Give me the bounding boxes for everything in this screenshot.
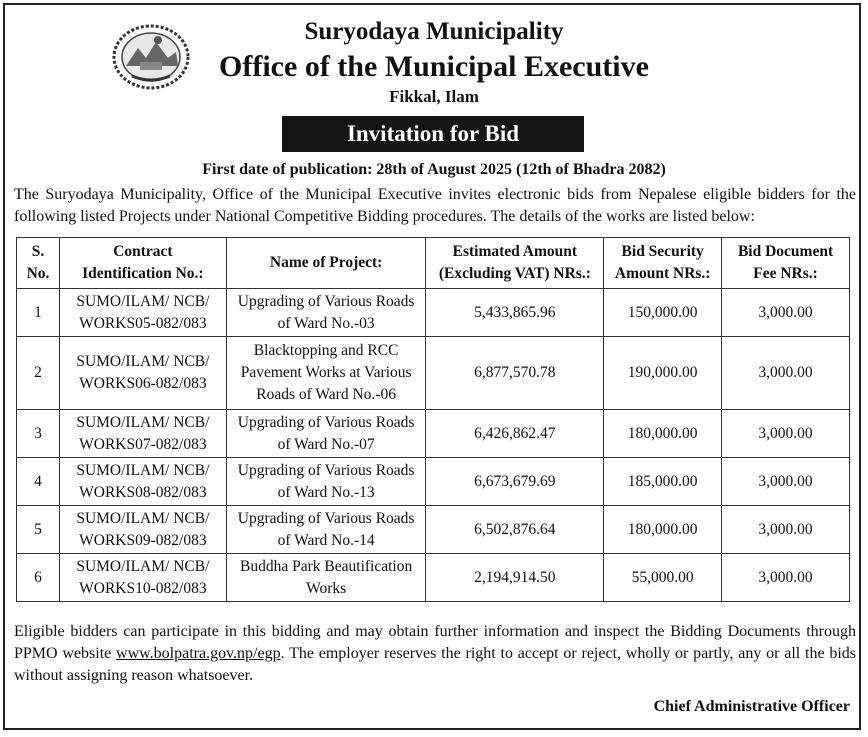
table-row: [17, 337, 850, 410]
row-sn: 2: [17, 337, 60, 410]
row-fee: 3,000.00: [722, 458, 850, 506]
row-contract-id: SUMO/ILAM/ NCB/ WORKS09-082/083: [59, 506, 226, 554]
row-fee: 3,000.00: [722, 506, 850, 554]
header-fee: Bid Document Fee NRs.:: [722, 238, 850, 289]
municipality-name: Suryodaya Municipality: [304, 18, 564, 45]
table-row: [17, 289, 850, 337]
office-name: Office of the Municipal Executive: [219, 50, 649, 83]
table-header-row: [17, 238, 850, 289]
row-sn: 1: [17, 289, 60, 337]
row-project: Blacktopping and RCC Pavement Works at Various Roads of Ward No.-06: [226, 337, 426, 410]
row-fee: 3,000.00: [722, 554, 850, 602]
row-contract-id: SUMO/ILAM/ NCB/ WORKS10-082/083: [59, 554, 226, 602]
bolpatra-link[interactable]: www.bolpatra.gov.np/egp: [116, 645, 281, 662]
row-sn: 3: [17, 410, 60, 458]
publication-date: First date of publication: 28th of August 2025 (12th of Bhadra 2082): [202, 161, 666, 178]
row-fee: 3,000.00: [722, 289, 850, 337]
header-sn: S. No.: [17, 238, 60, 289]
header-amount: Estimated Amount (Excluding VAT) NRs.:: [426, 238, 604, 289]
table-row: [17, 506, 850, 554]
row-amount: 2,194,914.50: [426, 554, 604, 602]
row-project: Upgrading of Various Roads of Ward No.-14: [226, 506, 426, 554]
footer-paragraph: Eligible bidders can participate in this bidding and may obtain further information and inspect the Bidding Documents through PPMO website www.bolpatra.gov.np/egp. The employer reserves the right to accept or reject, wholly or partly, any or all the bids without assigning reason whatsoever.: [14, 623, 857, 684]
row-security: 185,000.00: [604, 458, 722, 506]
row-amount: 5,433,865.96: [426, 289, 604, 337]
row-security: 180,000.00: [604, 410, 722, 458]
office-location: Fikkal, Ilam: [389, 87, 479, 106]
row-contract-id: SUMO/ILAM/ NCB/ WORKS05-082/083: [59, 289, 226, 337]
row-security: 180,000.00: [604, 506, 722, 554]
row-fee: 3,000.00: [722, 337, 850, 410]
row-amount: 6,502,876.64: [426, 506, 604, 554]
header-security: Bid Security Amount NRs.:: [604, 238, 722, 289]
row-project: Upgrading of Various Roads of Ward No.-07: [226, 410, 426, 458]
table-row: [17, 554, 850, 602]
table-row: [17, 410, 850, 458]
row-sn: 4: [17, 458, 60, 506]
row-contract-id: SUMO/ILAM/ NCB/ WORKS06-082/083: [59, 337, 226, 410]
row-contract-id: SUMO/ILAM/ NCB/ WORKS08-082/083: [59, 458, 226, 506]
row-security: 190,000.00: [604, 337, 722, 410]
intro-paragraph: The Suryodaya Municipality, Office of the Municipal Executive invites electronic bids from Nepalese eligible bidders for the following listed Projects under National Competitive Bidding procedures. The details of the works are listed below:: [14, 186, 856, 225]
signature: Chief Administrative Officer: [653, 698, 850, 715]
bid-table: [16, 237, 850, 602]
row-project: Upgrading of Various Roads of Ward No.-03: [226, 289, 426, 337]
header-project: Name of Project:: [226, 238, 426, 289]
header-contract-id: Contract Identification No.:: [59, 238, 226, 289]
row-fee: 3,000.00: [722, 410, 850, 458]
row-amount: 6,877,570.78: [426, 337, 604, 410]
row-amount: 6,673,679.69: [426, 458, 604, 506]
row-project: Buddha Park Beautification Works: [226, 554, 426, 602]
row-security: 150,000.00: [604, 289, 722, 337]
row-sn: 5: [17, 506, 60, 554]
table-row: [17, 458, 850, 506]
invitation-banner: Invitation for Bid: [282, 116, 584, 152]
row-amount: 6,426,862.47: [426, 410, 604, 458]
row-contract-id: SUMO/ILAM/ NCB/ WORKS07-082/083: [59, 410, 226, 458]
row-security: 55,000.00: [604, 554, 722, 602]
row-sn: 6: [17, 554, 60, 602]
row-project: Upgrading of Various Roads of Ward No.-13: [226, 458, 426, 506]
